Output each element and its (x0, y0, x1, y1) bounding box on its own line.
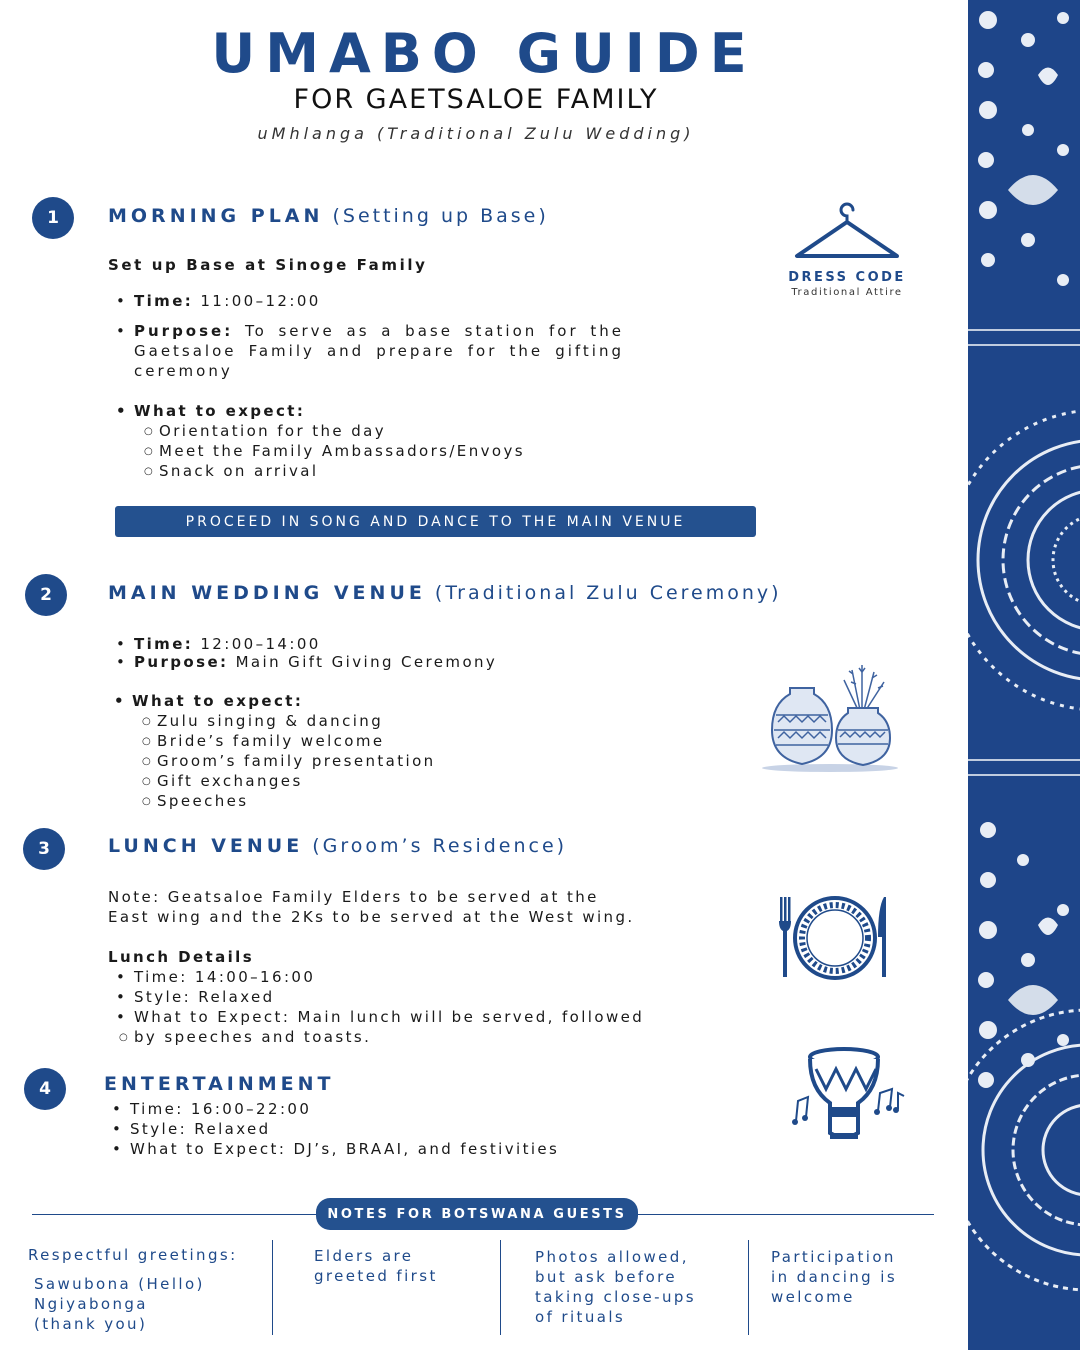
page-subtitle: FOR GAETSALOE FAMILY (293, 84, 659, 115)
time-value: 12:00–14:00 (200, 635, 321, 653)
note-line: of rituals (535, 1308, 626, 1326)
note-line: Photos allowed, (535, 1248, 689, 1266)
list-item-continuation: ○ by speeches and toasts. (134, 1027, 371, 1047)
note-line: but ask before (535, 1268, 678, 1286)
dress-code-block (780, 200, 914, 298)
greeting-line: Ngiyabonga (34, 1295, 148, 1313)
list-item: ○ Orientation for the day (159, 421, 386, 441)
time-label: Time: (134, 292, 194, 310)
section-title: MORNING PLAN (108, 205, 324, 227)
notes-column-divider (748, 1240, 749, 1335)
greeting-line: Sawubona (Hello) (34, 1275, 205, 1293)
note-line: in dancing is (771, 1268, 898, 1286)
note-line: taking close-ups (535, 1288, 697, 1306)
clay-pots-icon (760, 660, 900, 775)
section-number-2: 2 (25, 574, 67, 616)
section-subtitle: (Traditional Zulu Ceremony) (434, 582, 782, 604)
section-number-1: 1 (32, 197, 74, 239)
section-heading: Set up Base at Sinoge Family (108, 256, 428, 274)
lunch-note-line-1: Note: Geatsaloe Family Elders to be served at the (108, 888, 599, 906)
list-item: • What to Expect: DJ’s, BRAAI, and festivities (130, 1139, 559, 1159)
list-item (134, 291, 321, 311)
expect-label: • What to expect: (132, 691, 303, 711)
section-title-1 (108, 205, 549, 227)
list-item: ○ Zulu singing & dancing (157, 711, 383, 731)
plate-cutlery-icon (774, 893, 896, 983)
expect-label: • What to expect: (134, 401, 305, 421)
section-title-3 (108, 835, 567, 857)
dress-code-title: DRESS CODE (788, 270, 906, 285)
list-item: ○ Gift exchanges (157, 771, 303, 791)
dress-code-value: Traditional Attire (791, 287, 903, 298)
note-line: greeted first (314, 1267, 438, 1285)
list-item: • What to Expect: Main lunch will be served, followed (134, 1007, 644, 1027)
list-item: • Time: 16:00–22:00 (130, 1099, 311, 1119)
time-value: 11:00–12:00 (200, 292, 321, 310)
list-item (134, 321, 624, 381)
greetings-title: Respectful greetings: (28, 1246, 238, 1264)
lunch-details-label: Lunch Details (108, 948, 255, 966)
purpose-label: Purpose: (134, 322, 234, 340)
section-title: ENTERTAINMENT (104, 1073, 335, 1095)
list-item: • Time: 14:00–16:00 (134, 967, 315, 987)
notes-label: NOTES FOR BOTSWANA GUESTS (316, 1198, 638, 1230)
decorative-pattern-strip (968, 0, 1080, 1350)
greeting-line: (thank you) (34, 1315, 148, 1333)
note-line: Elders are (314, 1247, 414, 1265)
section-title: MAIN WEDDING VENUE (108, 582, 426, 604)
zulu-pattern-icon (968, 0, 1080, 1350)
list-item: ○ Meet the Family Ambassadors/Envoys (159, 441, 525, 461)
notes-column-divider (500, 1240, 501, 1335)
notes-column-divider (272, 1240, 273, 1335)
list-item: ○ Speeches (157, 791, 249, 811)
list-item: • Style: Relaxed (130, 1119, 271, 1139)
section-subtitle: (Groom’s Residence) (312, 835, 568, 857)
page-tagline: uMhlanga (Traditional Zulu Wedding) (257, 124, 695, 143)
time-label: Time: (134, 635, 194, 653)
list-item: ○ Bride’s family welcome (157, 731, 385, 751)
lunch-note-line-2: East wing and the 2Ks to be served at the West wing. (108, 908, 635, 926)
list-item (134, 634, 321, 654)
section-number-4: 4 (24, 1068, 66, 1110)
section-subtitle: (Setting up Base) (332, 205, 549, 227)
proceed-banner: PROCEED IN SONG AND DANCE TO THE MAIN VENUE (115, 506, 756, 537)
list-item: ○ Snack on arrival (159, 461, 318, 481)
hanger-icon (787, 200, 907, 268)
page-title: UMABO GUIDE (211, 22, 757, 85)
section-number-3: 3 (23, 828, 65, 870)
section-title-4 (104, 1073, 335, 1095)
section-title: LUNCH VENUE (108, 835, 304, 857)
note-line: Participation (771, 1248, 896, 1266)
list-item: ○ Groom’s family presentation (157, 751, 436, 771)
list-item: • Style: Relaxed (134, 987, 275, 1007)
note-line: welcome (771, 1288, 855, 1306)
purpose-value: To serve as a base station for the Gaetsaloe Family and prepare for the gifting ceremony (134, 322, 624, 380)
section-title-2 (108, 582, 782, 604)
purpose-label: Purpose: (134, 653, 229, 671)
purpose-value: Main Gift Giving Ceremony (235, 653, 498, 671)
list-item (134, 652, 497, 672)
drum-icon (790, 1045, 908, 1147)
